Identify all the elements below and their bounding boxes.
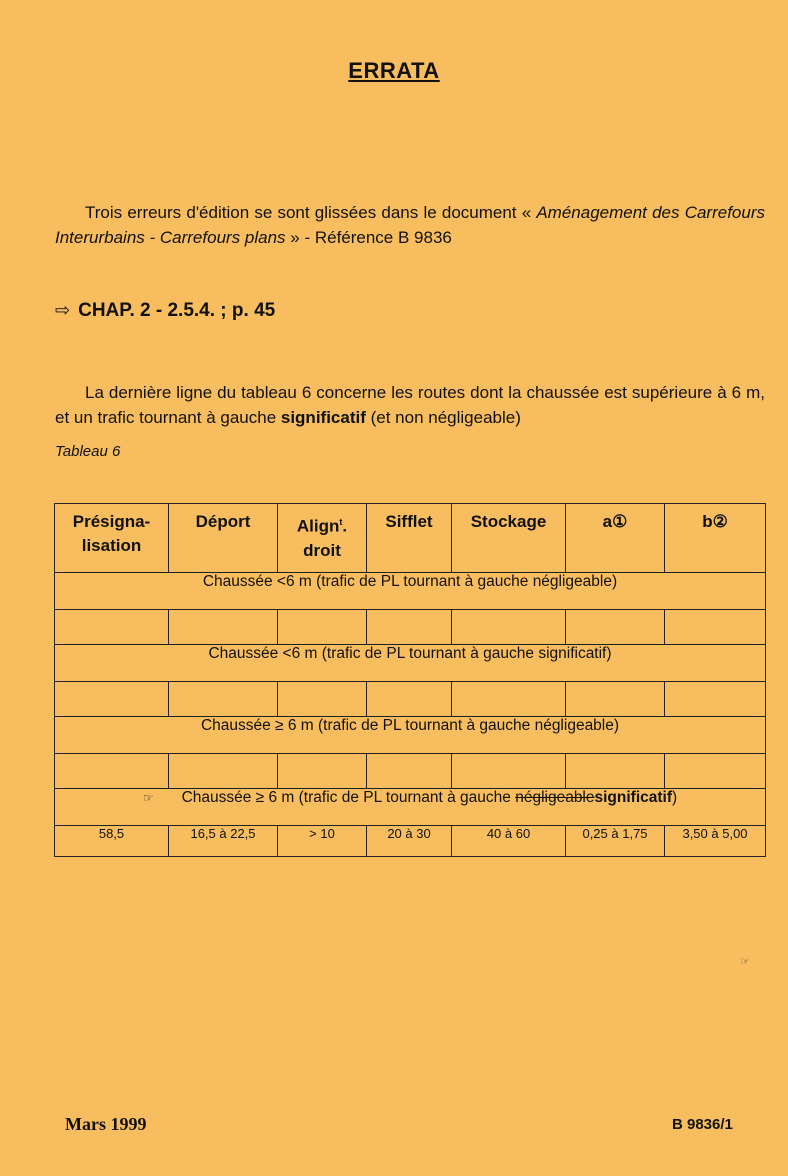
corrected-section-label bbox=[55, 789, 766, 826]
table-cell bbox=[55, 610, 169, 645]
table-row bbox=[55, 754, 766, 789]
table-row bbox=[55, 682, 766, 717]
arrow-right-icon: ⇨ bbox=[55, 300, 71, 320]
table-data-row bbox=[55, 826, 766, 857]
corrected-prefix: Chaussée ≥ 6 m (trafic de PL tournant à gauche bbox=[181, 789, 516, 806]
table-cell bbox=[665, 610, 766, 645]
table-cell bbox=[169, 610, 278, 645]
corrected-suffix: ) bbox=[672, 789, 678, 806]
table-cell bbox=[169, 754, 278, 789]
table-cell bbox=[566, 610, 665, 645]
cell-a: 0,25 à 1,75 bbox=[566, 826, 665, 857]
table-cell bbox=[665, 682, 766, 717]
header-presignalisation: Présigna- lisation bbox=[55, 504, 169, 573]
table-cell bbox=[566, 682, 665, 717]
table-cell bbox=[55, 754, 169, 789]
chapter-reference bbox=[55, 300, 275, 322]
chapter-label: CHAP. 2 - 2.5.4. ; p. 45 bbox=[78, 300, 276, 321]
page-title: ERRATA bbox=[348, 58, 440, 83]
table-section-row bbox=[55, 645, 766, 682]
table-cell bbox=[452, 754, 566, 789]
table-corrected-section-row bbox=[55, 789, 766, 826]
table-header-row bbox=[55, 504, 766, 573]
section-label: Chaussée <6 m (trafic de PL tournant à gauche significatif) bbox=[55, 645, 766, 682]
explanation-text-before: La dernière ligne du tableau 6 concerne les routes dont la chaussée est supérieure à 6 m, et un trafic tournant à gauche bbox=[55, 383, 765, 427]
table-cell bbox=[665, 754, 766, 789]
cell-stockage: 40 à 60 bbox=[452, 826, 566, 857]
table-cell bbox=[169, 682, 278, 717]
table-section-row bbox=[55, 573, 766, 610]
pointing-hand-icon: ☞ bbox=[740, 956, 750, 968]
explanation-paragraph bbox=[55, 380, 765, 430]
table-cell bbox=[55, 682, 169, 717]
header-deport: Déport bbox=[169, 504, 278, 573]
pointing-hand-icon: ☞ bbox=[142, 791, 154, 805]
explanation-text-after: (et non négligeable) bbox=[365, 408, 521, 427]
intro-text-after: » - Référence B 9836 bbox=[285, 228, 452, 247]
explanation-bold: significatif bbox=[280, 408, 366, 427]
cell-alignement-droit: > 10 bbox=[278, 826, 367, 857]
section-label: Chaussée ≥ 6 m (trafic de PL tournant à gauche négligeable) bbox=[55, 717, 766, 754]
table-row bbox=[55, 610, 766, 645]
cell-sifflet: 20 à 30 bbox=[367, 826, 452, 857]
table-cell bbox=[278, 754, 367, 789]
table-cell bbox=[278, 610, 367, 645]
table-caption: Tableau 6 bbox=[55, 443, 121, 460]
table-cell bbox=[452, 682, 566, 717]
table-cell bbox=[367, 682, 452, 717]
header-b: b② bbox=[665, 504, 766, 573]
table-cell bbox=[452, 610, 566, 645]
cell-deport: 16,5 à 22,5 bbox=[169, 826, 278, 857]
footer-reference: B 9836/1 bbox=[672, 1116, 733, 1133]
table-section-row bbox=[55, 717, 766, 754]
section-label: Chaussée <6 m (trafic de PL tournant à gauche négligeable) bbox=[55, 573, 766, 610]
table-cell bbox=[566, 754, 665, 789]
footer-date: Mars 1999 bbox=[65, 1114, 147, 1134]
header-sifflet: Sifflet bbox=[367, 504, 452, 573]
intro-text-before: Trois erreurs d'édition se sont glissées dans le document « bbox=[85, 203, 537, 222]
header-alignement-droit: Align$^t$. droit bbox=[278, 504, 367, 573]
table-cell bbox=[367, 610, 452, 645]
cell-b: 3,50 à 5,00 bbox=[665, 826, 766, 857]
cell-presignalisation: 58,5 bbox=[55, 826, 169, 857]
table-cell bbox=[278, 682, 367, 717]
table-6 bbox=[54, 503, 766, 857]
struck-word: négligeable bbox=[515, 789, 595, 806]
replacement-word: significatif bbox=[594, 789, 673, 806]
header-a: a① bbox=[566, 504, 665, 573]
table-cell bbox=[367, 754, 452, 789]
intro-paragraph bbox=[55, 200, 765, 250]
header-stockage: Stockage bbox=[452, 504, 566, 573]
document-title: Aménagement des Carrefours Interurbains - Carrefours plans bbox=[55, 203, 765, 247]
